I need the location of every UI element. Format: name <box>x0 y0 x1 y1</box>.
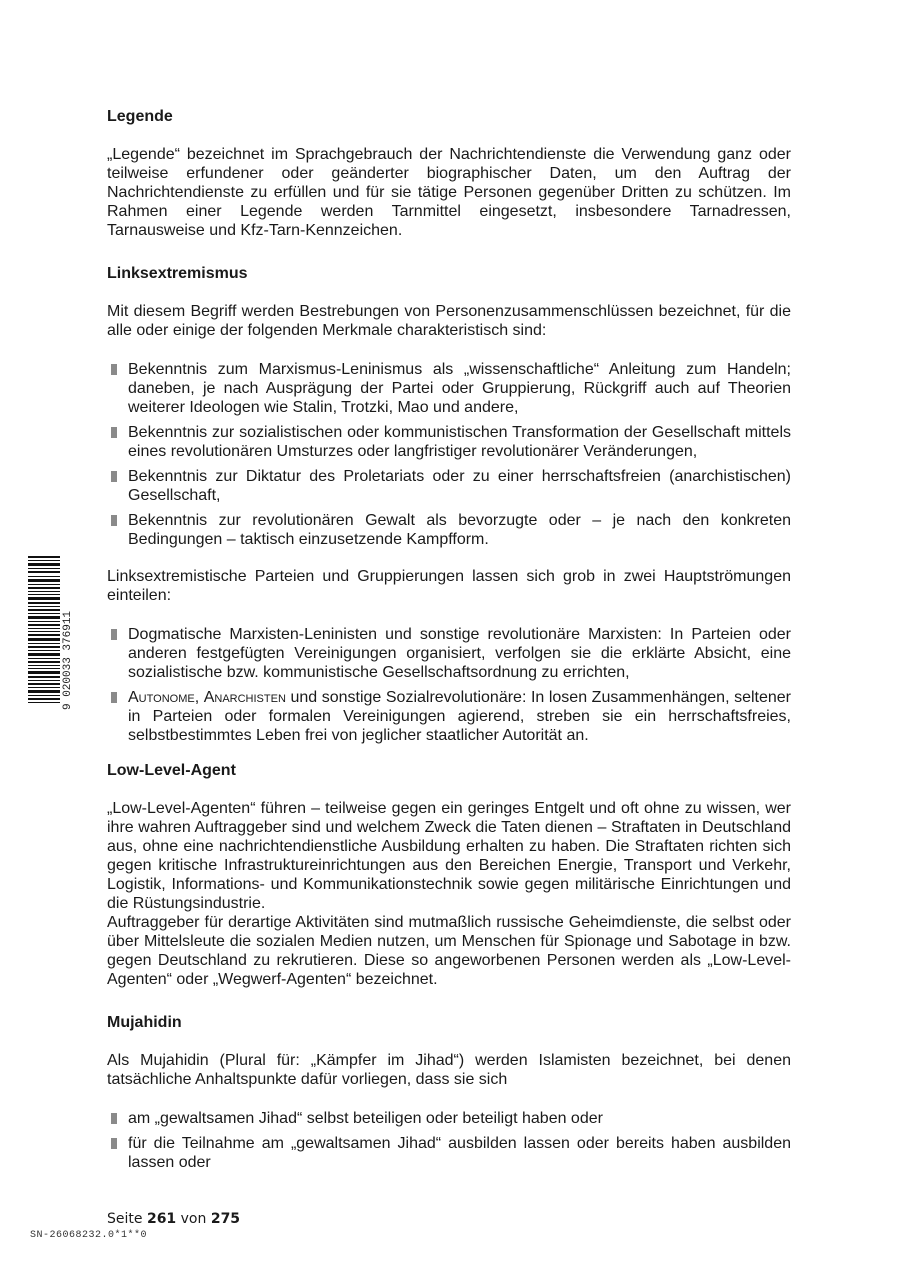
term-autonome: Autonome <box>128 689 195 706</box>
list-item-text: für die Teilnahme am „gewaltsamen Jihad“ ausbilden lassen oder bereits haben ausbilden lassen oder <box>128 1135 791 1171</box>
paragraph: Linksextremistische Parteien und Gruppierungen lassen sich grob in zwei Hauptströmungen einteilen: <box>107 568 791 604</box>
section-heading-linksextremismus: Linksextremismus <box>107 265 248 282</box>
list-item <box>107 423 791 461</box>
footer-middle: von <box>180 1211 207 1227</box>
list-item <box>107 360 791 417</box>
bullet-icon <box>111 427 117 438</box>
list-item <box>107 625 791 682</box>
current-page-number: 261 <box>146 1211 177 1227</box>
paragraph: „Legende“ bezeichnet im Sprachgebrauch der Nachrichtendienste die Verwendung ganz oder teilweise erfundener oder geänderter biographischer Daten, um den Auftrag der Nachrichtendienste zu erfüllen und für sie tätige Personen gegenüber Dritten zu schützen. Im Rahmen einer Legende werden Tarnmittel eingesetzt, insbesondere Tarnadressen, Tarnausweise und Kfz-Tarn-Kennzeichen. <box>107 146 791 239</box>
list-item-text: Bekenntnis zur sozialistischen oder kommunistischen Transformation der Gesellschaft mittels eines revolutionären Umsturzes oder langfristiger revolutionärer Veränderungen, <box>128 424 791 460</box>
list-item-text: Bekenntnis zum Marxismus-Leninismus als „wissenschaftliche“ Anleitung zum Handeln; daneben, je nach Ausprägung der Partei oder Gruppierung, Rückgriff auch auf Theorien weiterer Ideologen wie Stalin, Trotzki, Mao und andere, <box>128 361 791 416</box>
bullet-icon <box>111 1113 117 1124</box>
bullet-icon <box>111 364 117 375</box>
list-item <box>107 1109 791 1128</box>
section-heading-mujahidin: Mujahidin <box>107 1014 182 1031</box>
section-heading-low-level-agent: Low-Level-Agent <box>107 762 236 779</box>
list-item-text: Dogmatische Marxisten-Leninisten und sonstige revolutionäre Marxisten: In Parteien oder anderen festgefügten Vereinigungen organisiert, verfolgen sie die erklärte Absicht, eine sozialistische bzw. kommunistische Gesellschaftsordnung zu errichten, <box>128 626 791 681</box>
list-item <box>107 688 791 745</box>
paragraph: Als Mujahidin (Plural für: „Kämpfer im Jihad“) werden Islamisten bezeichnet, bei denen tatsächliche Anhaltspunkte dafür vorliegen, dass sie sich <box>107 1052 791 1088</box>
term-anarchisten: Anarchisten <box>203 689 286 706</box>
bullet-list <box>107 625 791 745</box>
list-item <box>107 511 791 549</box>
document-id: SN-26068232.0*1**0 <box>30 1230 148 1241</box>
paragraph: Mit diesem Begriff werden Bestrebungen von Personenzusammenschlüssen bezeichnet, für die alle oder einige der folgenden Merkmale charakteristisch sind: <box>107 303 791 339</box>
list-item-text: Bekenntnis zur revolutionären Gewalt als bevorzugte oder – je nach den konkreten Bedingungen – taktisch einzusetzende Kampfform. <box>128 512 791 548</box>
bullet-list <box>107 1109 791 1172</box>
total-pages: 275 <box>210 1211 241 1227</box>
list-item <box>107 1134 791 1172</box>
list-item <box>107 467 791 505</box>
list-item-text: und sonstige Sozialrevolutionäre: In losen Zusammenhängen, seltener in Parteien oder formalen Vereinigungen agierend, streben sie ein herrschaftsfreies, selbstbestimmtes Leben frei von jeglicher staatlicher Autorität an. <box>128 689 792 744</box>
barcode-number: 9 020033 376911 <box>62 610 74 710</box>
bullet-icon <box>111 629 117 640</box>
bullet-list <box>107 360 791 549</box>
paragraph: Auftraggeber für derartige Aktivitäten sind mutmaßlich russische Geheimdienste, die selbst oder über Mittelsleute die sozialen Medien nutzen, um Menschen für Spionage und Sabotage in bzw. gegen Deutschland zu rekrutieren. Diese so angeworbenen Personen werden als „Low-Level-Agenten“ oder „Wegwerf-Agenten“ bezeichnet. <box>107 914 791 988</box>
list-item-text: am „gewaltsamen Jihad“ selbst beteiligen oder beteiligt haben oder <box>128 1110 603 1127</box>
bullet-icon <box>111 515 117 526</box>
paragraph: „Low-Level-Agenten“ führen – teilweise gegen ein geringes Entgelt und oft ohne zu wissen, wer ihre wahren Auftraggeber sind und welchem Zweck die Taten dienen – Straftaten in Deutschland aus, ohne eine nachrichtendienstliche Ausbildung erhalten zu haben. Die Straftaten richten sich gegen kritische Infrastruktureinrichtungen aus den Bereichen Energie, Transport und Verkehr, Logistik, Informations- und Kommunikationstechnik sowie gegen militärische Einrichtungen und die Rüstungsindustrie. <box>107 800 791 912</box>
separator: , <box>194 689 204 706</box>
page-content <box>107 107 791 1178</box>
page-footer <box>107 1211 240 1227</box>
bullet-icon <box>111 471 117 482</box>
section-heading-legende: Legende <box>107 108 173 125</box>
footer-prefix: Seite <box>107 1211 143 1227</box>
bullet-icon <box>111 1138 117 1149</box>
list-item-text: Bekenntnis zur Diktatur des Proletariats oder zu einer herrschaftsfreien (anarchistischen) Gesellschaft, <box>128 468 791 504</box>
bullet-icon <box>111 692 117 703</box>
